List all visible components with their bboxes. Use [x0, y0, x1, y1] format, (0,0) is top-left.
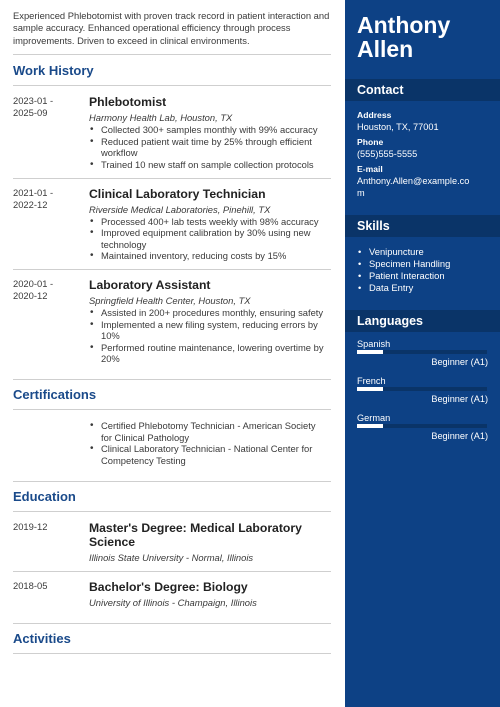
email-line: m — [357, 188, 365, 198]
job-dates — [13, 278, 73, 302]
school-name: Illinois State University - Normal, Illinois — [89, 552, 254, 564]
work-history-heading: Work History — [13, 63, 94, 79]
skills-list — [345, 237, 500, 294]
degree-title: Bachelor's Degree: Biology — [89, 580, 248, 595]
language-level-bar — [357, 387, 487, 391]
skills-heading: Skills — [345, 215, 500, 237]
language-name: French — [357, 376, 386, 386]
job-title: Phlebotomist — [89, 95, 167, 110]
job-end-date: 2022-12 — [13, 198, 48, 210]
certifications-heading: Certifications — [13, 386, 97, 402]
languages-heading: Languages — [345, 310, 500, 332]
education-heading: Education — [13, 489, 76, 505]
divider — [13, 269, 331, 270]
language-level-fill — [357, 387, 383, 391]
skill-item: • Patient Interaction — [357, 270, 488, 282]
email-line: Anthony.Allen@example.co — [357, 176, 470, 186]
summary: Experienced Phlebotomist with proven track record in patient interaction and sample accuracy. Enhanced operational efficiency through process improvements. Driven to exceed in clinical environments. — [13, 10, 330, 46]
skill-item: • Data Entry — [357, 282, 488, 294]
contact-section — [345, 101, 500, 199]
job-entry — [13, 95, 332, 170]
job-bullets — [89, 124, 334, 170]
divider — [13, 85, 331, 86]
job-bullet: • Implemented a new filing system, reducing errors by 10% — [89, 319, 334, 342]
certifications-list — [89, 420, 319, 466]
certification-item: • Clinical Laboratory Technician - National Center for Competency Testing — [89, 443, 319, 466]
job-bullet: • Reduced patient wait time by 25% through efficient workflow — [89, 136, 334, 159]
job-bullet: • Maintained inventory, reducing costs by 15% — [89, 250, 334, 262]
education-entry — [13, 521, 332, 564]
divider — [13, 623, 331, 624]
phone-label: Phone — [357, 137, 384, 147]
language-level: Beginner (A1) — [431, 357, 488, 367]
job-bullet: • Collected 300+ samples monthly with 99% accuracy — [89, 124, 334, 136]
email-label: E-mail — [357, 164, 383, 174]
first-name: Anthony — [357, 12, 451, 38]
job-end-date: 2025-09 — [13, 107, 48, 119]
language-level-bar — [357, 350, 487, 354]
job-bullet: • Performed routine maintenance, lowering overtime by 20% — [89, 342, 334, 365]
job-entry — [13, 278, 332, 365]
job-title: Clinical Laboratory Technician — [89, 186, 266, 201]
divider — [13, 54, 331, 55]
divider — [13, 653, 331, 654]
job-bullet: • Processed 400+ lab tests weekly with 98% accuracy — [89, 216, 334, 228]
candidate-name — [345, 0, 500, 61]
education-date: 2019-12 — [13, 521, 48, 533]
language-entry — [357, 339, 500, 368]
phone-value: (555)555-5555 — [357, 149, 418, 159]
job-dates — [13, 95, 73, 119]
job-start-date: 2021-01 - — [13, 186, 54, 198]
degree-title: Master's Degree: Medical Laboratory Science — [89, 521, 302, 550]
job-title: Laboratory Assistant — [89, 277, 211, 292]
job-bullets — [89, 216, 334, 262]
language-name: German — [357, 413, 391, 423]
sidebar — [345, 0, 500, 707]
skill-item: • Venipuncture — [357, 246, 488, 258]
language-level-bar — [357, 424, 487, 428]
language-level: Beginner (A1) — [431, 394, 488, 404]
job-start-date: 2023-01 - — [13, 95, 54, 107]
education-date: 2018-05 — [13, 580, 48, 592]
job-bullet: • Assisted in 200+ procedures monthly, ensuring safety — [89, 307, 334, 319]
divider — [13, 481, 331, 482]
job-bullets — [89, 307, 334, 365]
certification-item: • Certified Phlebotomy Technician - American Society for Clinical Pathology — [89, 420, 319, 443]
job-company: Harmony Health Lab, Houston, TX — [89, 112, 233, 124]
skill-item: • Specimen Handling — [357, 258, 488, 270]
divider — [13, 409, 331, 410]
language-level: Beginner (A1) — [431, 431, 488, 441]
divider — [13, 379, 331, 380]
email-value[interactable] — [357, 175, 488, 199]
divider — [13, 511, 331, 512]
job-company: Springfield Health Center, Houston, TX — [89, 294, 251, 306]
last-name: Allen — [357, 36, 414, 62]
languages-list — [345, 332, 500, 442]
language-entry — [357, 376, 500, 405]
job-company: Riverside Medical Laboratories, Pinehill, TX — [89, 203, 271, 215]
education-entry — [13, 580, 332, 609]
job-start-date: 2020-01 - — [13, 277, 54, 289]
divider — [13, 178, 331, 179]
address-value: Houston, TX, 77001 — [357, 122, 439, 132]
divider — [13, 571, 331, 572]
job-end-date: 2020-12 — [13, 289, 48, 301]
job-entry — [13, 187, 332, 262]
language-level-fill — [357, 424, 383, 428]
contact-heading: Contact — [345, 79, 500, 101]
language-name: Spanish — [357, 339, 391, 349]
job-bullet: • Trained 10 new staff on sample collection protocols — [89, 159, 334, 171]
address-label: Address — [357, 110, 392, 120]
language-level-fill — [357, 350, 383, 354]
language-entry — [357, 413, 500, 442]
job-bullet: • Improved equipment calibration by 30% using new technology — [89, 227, 334, 250]
job-dates — [13, 187, 73, 211]
activities-heading: Activities — [13, 631, 71, 647]
school-name: University of Illinois - Champaign, Illinois — [89, 597, 257, 609]
